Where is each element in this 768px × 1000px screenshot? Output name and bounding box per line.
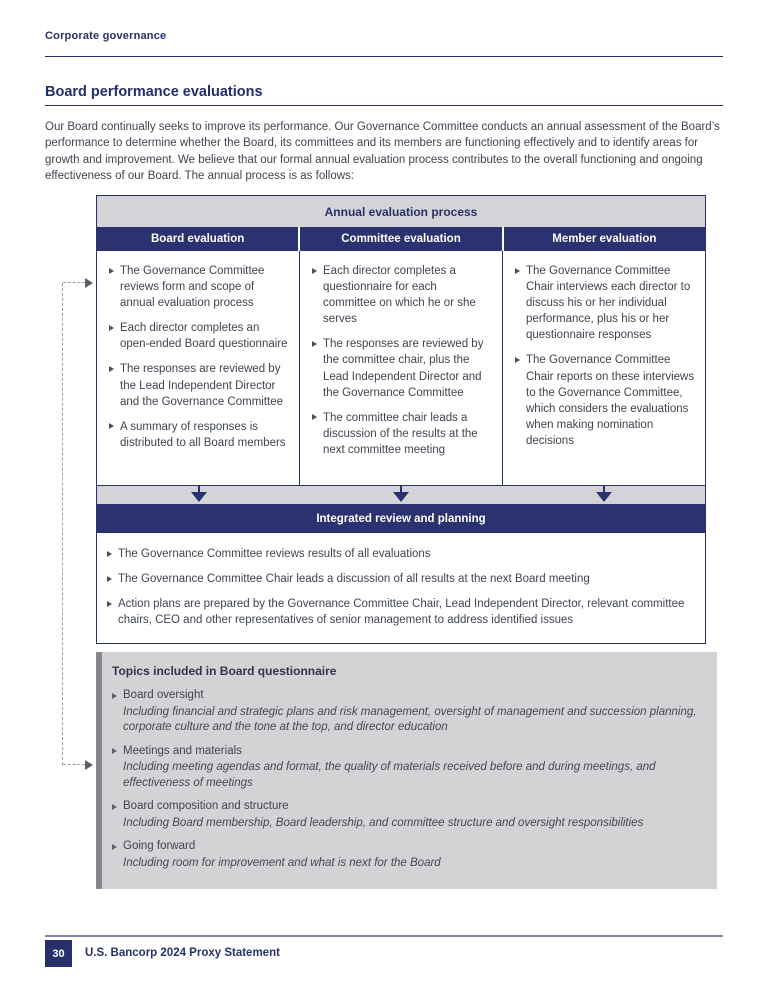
intro-paragraph: Our Board continually seeks to improve its performance. Our Governance Committee conducts an annual assessment of the Board’s performance to determine whether the Board, its committees and its members are functioning effectively and to identify areas for growth and improvement. We believe that our formal annual evaluation process contributes to the overall functioning and ongoing effectiveness of our Board. The annual process is as follows: bbox=[45, 121, 720, 182]
title-rule bbox=[45, 105, 723, 106]
page-title: Board performance evaluations bbox=[45, 84, 263, 100]
topic-name: Meetings and materials bbox=[123, 744, 242, 757]
arrow-band bbox=[97, 485, 705, 504]
column-member-evaluation bbox=[502, 251, 705, 485]
footer-label: U.S. Bancorp 2024 Proxy Statement bbox=[85, 947, 280, 959]
bullet-triangle-icon bbox=[109, 366, 114, 372]
list-item: The Governance Committee reviews form and scope of annual evaluation process bbox=[109, 263, 289, 311]
integrated-review-body bbox=[97, 533, 705, 643]
column-header-committee: Committee evaluation bbox=[298, 227, 501, 251]
list-item: The Governance Committee Chair leads a discussion of all results at the next Board meeting bbox=[107, 571, 691, 587]
list-item: The Governance Committee Chair interviews each director to discuss his or her individual performance, plus his or her questionnaire responses bbox=[515, 263, 695, 343]
bullet-triangle-icon bbox=[109, 423, 114, 429]
list-item: The responses are reviewed by the committee chair, plus the Lead Independent Director and the Governance Committee bbox=[312, 336, 492, 400]
list-item: The Governance Committee reviews results of all evaluations bbox=[107, 546, 691, 562]
arrow-right-icon bbox=[85, 760, 93, 770]
list-item: Action plans are prepared by the Governance Committee Chair, Lead Independent Director, relevant committee chairs, CEO and other representatives of senior management to address identified issues bbox=[107, 596, 691, 628]
topic-board-oversight bbox=[112, 688, 701, 736]
table-title: Annual evaluation process bbox=[97, 196, 705, 227]
bullet-triangle-icon bbox=[109, 268, 114, 274]
topic-board-composition bbox=[112, 799, 701, 831]
arrow-down-icon bbox=[191, 486, 207, 502]
bullet-triangle-icon bbox=[515, 357, 520, 363]
header-rule bbox=[45, 56, 723, 57]
bullet-triangle-icon bbox=[107, 601, 112, 607]
bullet-triangle-icon bbox=[109, 325, 114, 331]
page-number-badge: 30 bbox=[45, 940, 72, 967]
bullet-triangle-icon bbox=[112, 748, 117, 754]
footer-rule bbox=[45, 935, 723, 937]
dashed-connector-bottom bbox=[63, 764, 85, 765]
topic-meetings-materials bbox=[112, 744, 701, 792]
topic-name: Going forward bbox=[123, 840, 196, 853]
list-item: Each director completes a questionnaire for each committee on which he or she serves bbox=[312, 263, 492, 327]
annual-evaluation-process-table bbox=[96, 195, 706, 644]
topic-detail: Including financial and strategic plans and risk management, oversight of management and succession planning, corporate culture and the tone at the top, and director education bbox=[123, 705, 697, 734]
bullet-triangle-icon bbox=[112, 693, 117, 699]
bullet-triangle-icon bbox=[312, 268, 317, 274]
list-item: The Governance Committee Chair reports on these interviews to the Governance Committee, which considers the evaluations when making nomination decisions bbox=[515, 352, 695, 449]
arrow-down-icon bbox=[596, 486, 612, 502]
bullet-triangle-icon bbox=[312, 341, 317, 347]
list-item: The responses are reviewed by the Lead Independent Director and the Governance Committee bbox=[109, 361, 289, 409]
column-header-member: Member evaluation bbox=[502, 227, 705, 251]
column-committee-evaluation bbox=[299, 251, 502, 485]
section-label: Corporate governance bbox=[45, 30, 167, 42]
dashed-connector-top bbox=[63, 282, 85, 283]
table-column-headers bbox=[97, 227, 705, 251]
arrow-down-icon bbox=[393, 486, 409, 502]
bullet-triangle-icon bbox=[107, 551, 112, 557]
topic-detail: Including room for improvement and what is next for the Board bbox=[123, 856, 441, 869]
topic-detail: Including meeting agendas and format, the quality of materials received before and during meetings, and effectiveness of meetings bbox=[123, 761, 656, 789]
bullet-triangle-icon bbox=[312, 414, 317, 420]
bullet-triangle-icon bbox=[112, 804, 117, 810]
table-body bbox=[97, 251, 705, 485]
list-item: A summary of responses is distributed to all Board members bbox=[109, 419, 289, 451]
bullet-triangle-icon bbox=[515, 268, 520, 274]
arrow-right-icon bbox=[85, 278, 93, 288]
dashed-connector-line bbox=[62, 283, 63, 765]
list-item: Each director completes an open-ended Board questionnaire bbox=[109, 320, 289, 352]
topics-box-title: Topics included in Board questionnaire bbox=[112, 664, 337, 678]
integrated-review-band: Integrated review and planning bbox=[97, 504, 705, 533]
bullet-triangle-icon bbox=[107, 576, 112, 582]
column-header-board: Board evaluation bbox=[151, 233, 245, 245]
column-board-evaluation bbox=[97, 251, 299, 485]
topic-detail: Including Board membership, Board leadership, and committee structure and oversight responsibilities bbox=[123, 816, 644, 829]
topic-name: Board composition and structure bbox=[123, 800, 289, 813]
topic-name: Board oversight bbox=[123, 689, 204, 701]
list-item: The committee chair leads a discussion of the results at the next committee meeting bbox=[312, 410, 492, 458]
topics-box bbox=[96, 652, 717, 889]
topic-going-forward bbox=[112, 839, 701, 871]
bullet-triangle-icon bbox=[112, 844, 117, 850]
